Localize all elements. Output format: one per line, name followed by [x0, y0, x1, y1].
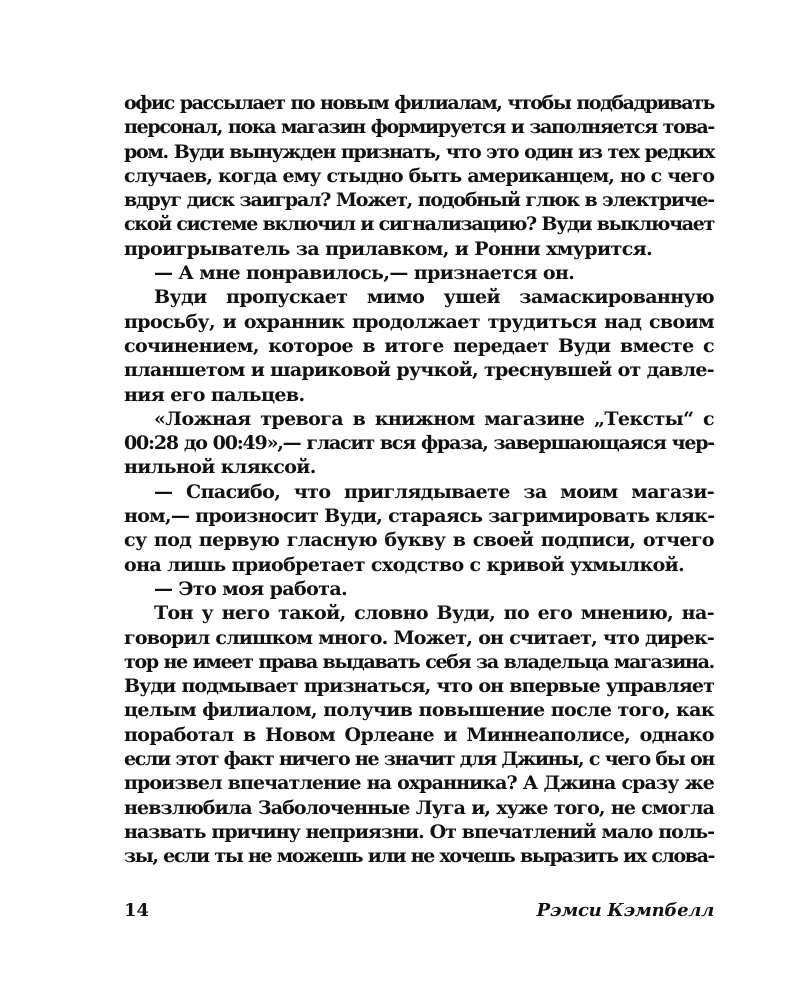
- text-line-27: поработал в Новом Орлеане и Миннеаполисе, однако: [124, 723, 714, 746]
- text-line-31: назвать причину неприязни. От впечатлений мало поль-: [124, 820, 714, 843]
- text-line-9: Вуди пропускает мимо ушей замаскированную: [154, 286, 714, 309]
- text-line-20: она лишь приобретает сходство с кривой ухмылкой.: [124, 553, 685, 576]
- body-text: [124, 91, 714, 869]
- text-line-15: 00:28 до 00:49»,— гласит вся фраза, завершающаяся чер-: [124, 432, 714, 455]
- book-page: [124, 91, 714, 869]
- text-line-30: невзлюбила Заболоченные Луга и, хуже того, не смогла: [124, 796, 714, 819]
- text-line-32: зы, если ты не можешь или не хочешь выразить их слова-: [124, 845, 714, 868]
- text-line-4: случаев, когда ему стыдно быть американцем, но с чего: [124, 164, 714, 187]
- text-line-10: просьбу, и охранник продолжает трудиться над своим: [124, 310, 714, 333]
- text-line-29: произвел впечатление на охранника? А Джина сразу же: [124, 772, 714, 795]
- text-line-6: ской системе включил и сигнализацию? Вуди выключает: [124, 213, 714, 236]
- text-line-21: — Это моя работа.: [154, 577, 348, 600]
- text-line-2: персонал, пока магазин формируется и заполняется това-: [124, 116, 714, 139]
- running-head-author: Рэмси Кэмпбелл: [536, 900, 714, 921]
- text-line-25: Вуди подмывает признаться, что он впервые управляет: [124, 675, 714, 698]
- text-line-3: ром. Вуди вынужден признать, что это один из тех редких: [124, 140, 714, 163]
- text-line-17: — Спасибо, что приглядываете за моим магази-: [154, 480, 714, 503]
- text-line-26: целым филиалом, получив повышение после того, как: [124, 699, 714, 722]
- text-line-1: офис рассылает по новым филиалам, чтобы подбадривать: [124, 92, 714, 114]
- text-line-18: ном,— произносит Вуди, стараясь загримировать кляк-: [124, 505, 715, 528]
- text-line-14: «Ложная тревога в книжном магазине „Тексты“ с: [154, 407, 714, 430]
- text-line-5: вдруг диск заиграл? Может, подобный глюк в электриче-: [124, 189, 714, 212]
- page-footer: [124, 900, 714, 924]
- text-line-16: нильной кляксой.: [124, 456, 316, 479]
- text-line-24: тор не имеет права выдавать себя за владельца магазина.: [124, 650, 714, 673]
- text-line-7: проигрыватель за прилавком, и Ронни хмурится.: [124, 237, 653, 260]
- text-line-19: су под первую гласную букву в своей подписи, отчего: [124, 529, 714, 552]
- text-line-13: ния его пальцев.: [124, 383, 305, 406]
- text-line-11: сочинением, которое в итоге передает Вуди вместе с: [124, 334, 714, 357]
- text-line-23: говорил слишком много. Может, он считает, что дирек-: [124, 626, 714, 649]
- text-line-28: если этот факт ничего не значит для Джины, с чего бы он: [124, 748, 714, 771]
- page-number: 14: [124, 900, 150, 921]
- text-line-22: Тон у него такой, словно Вуди, по его мнению, на-: [154, 602, 714, 625]
- text-line-12: планшетом и шариковой ручкой, треснувшей от давле-: [124, 359, 714, 382]
- text-line-8: — А мне понравилось,— признается он.: [154, 262, 575, 285]
